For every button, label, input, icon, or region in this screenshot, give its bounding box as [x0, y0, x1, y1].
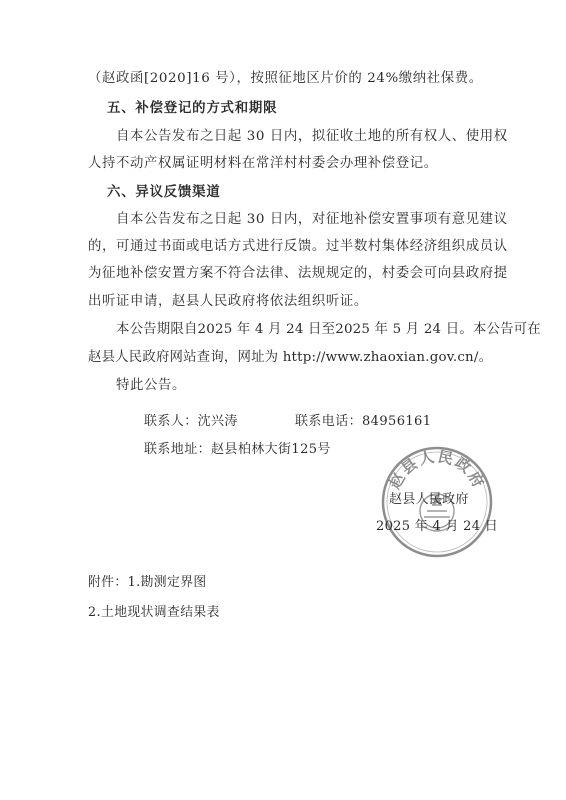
contact-address-label: 联系地址： [144, 442, 212, 457]
section5-title: 五、补偿登记的方式和期限 [107, 100, 278, 116]
signing-date: 2025 年 4 月 24 日 [376, 519, 499, 534]
section6-paragraph-line3: 为征地补偿安置方案不符合法律、法规规定的，村委会可向县政府提 [88, 266, 508, 281]
contact-person [144, 413, 238, 431]
contact-address [144, 441, 331, 459]
section6-paragraph-line4: 出听证申请，赵县人民政府将依法组织听证。 [88, 294, 368, 309]
svg-text:赵县人民政府: 赵县人民政府 [385, 447, 489, 493]
compensation-basis-line: （赵政函[2020]16 号），按照征地区片价的 24%缴纳社保费。 [88, 71, 483, 86]
signing-organization: 赵县人民政府 [389, 492, 469, 507]
contact-person-name: 沈兴涛 [197, 414, 238, 429]
contact-phone-number: 84956161 [362, 414, 432, 429]
section6-paragraph-line1: 自本公告发布之日起 30 日内，对征地补偿安置事项有意见建议 [116, 212, 508, 227]
section6-title: 六、异议反馈渠道 [107, 184, 221, 200]
contact-phone [295, 413, 431, 431]
attachment-line1 [88, 574, 207, 592]
notice-period-line2: 赵县人民政府网站查询，网址为 http://www.zhaoxian.gov.cn/。 [88, 350, 493, 365]
attachment-item2: 2.土地现状调查结果表 [88, 605, 220, 620]
section6-paragraph-line2: 的，可通过书面或电话方式进行反馈。过半数村集体经济组织成员认 [88, 239, 508, 254]
section5-paragraph-line1: 自本公告发布之日起 30 日内，拟征收土地的所有权人、使用权 [116, 129, 508, 144]
contact-person-label: 联系人： [144, 414, 198, 429]
attachment-item1: 1.勘测定界图 [127, 575, 207, 590]
contact-address-value: 赵县柏林大街125号 [211, 442, 331, 457]
section5-paragraph-line2: 人持不动产权属证明材料在常洋村村委会办理补偿登记。 [88, 156, 438, 171]
attachment-label: 附件： [88, 575, 128, 590]
closing-text: 特此公告。 [116, 378, 186, 393]
notice-period-line1: 本公告期限自2025 年 4 月 24 日至2025 年 5 月 24 日。本公告可在 [116, 322, 541, 337]
contact-phone-label: 联系电话： [295, 414, 363, 429]
